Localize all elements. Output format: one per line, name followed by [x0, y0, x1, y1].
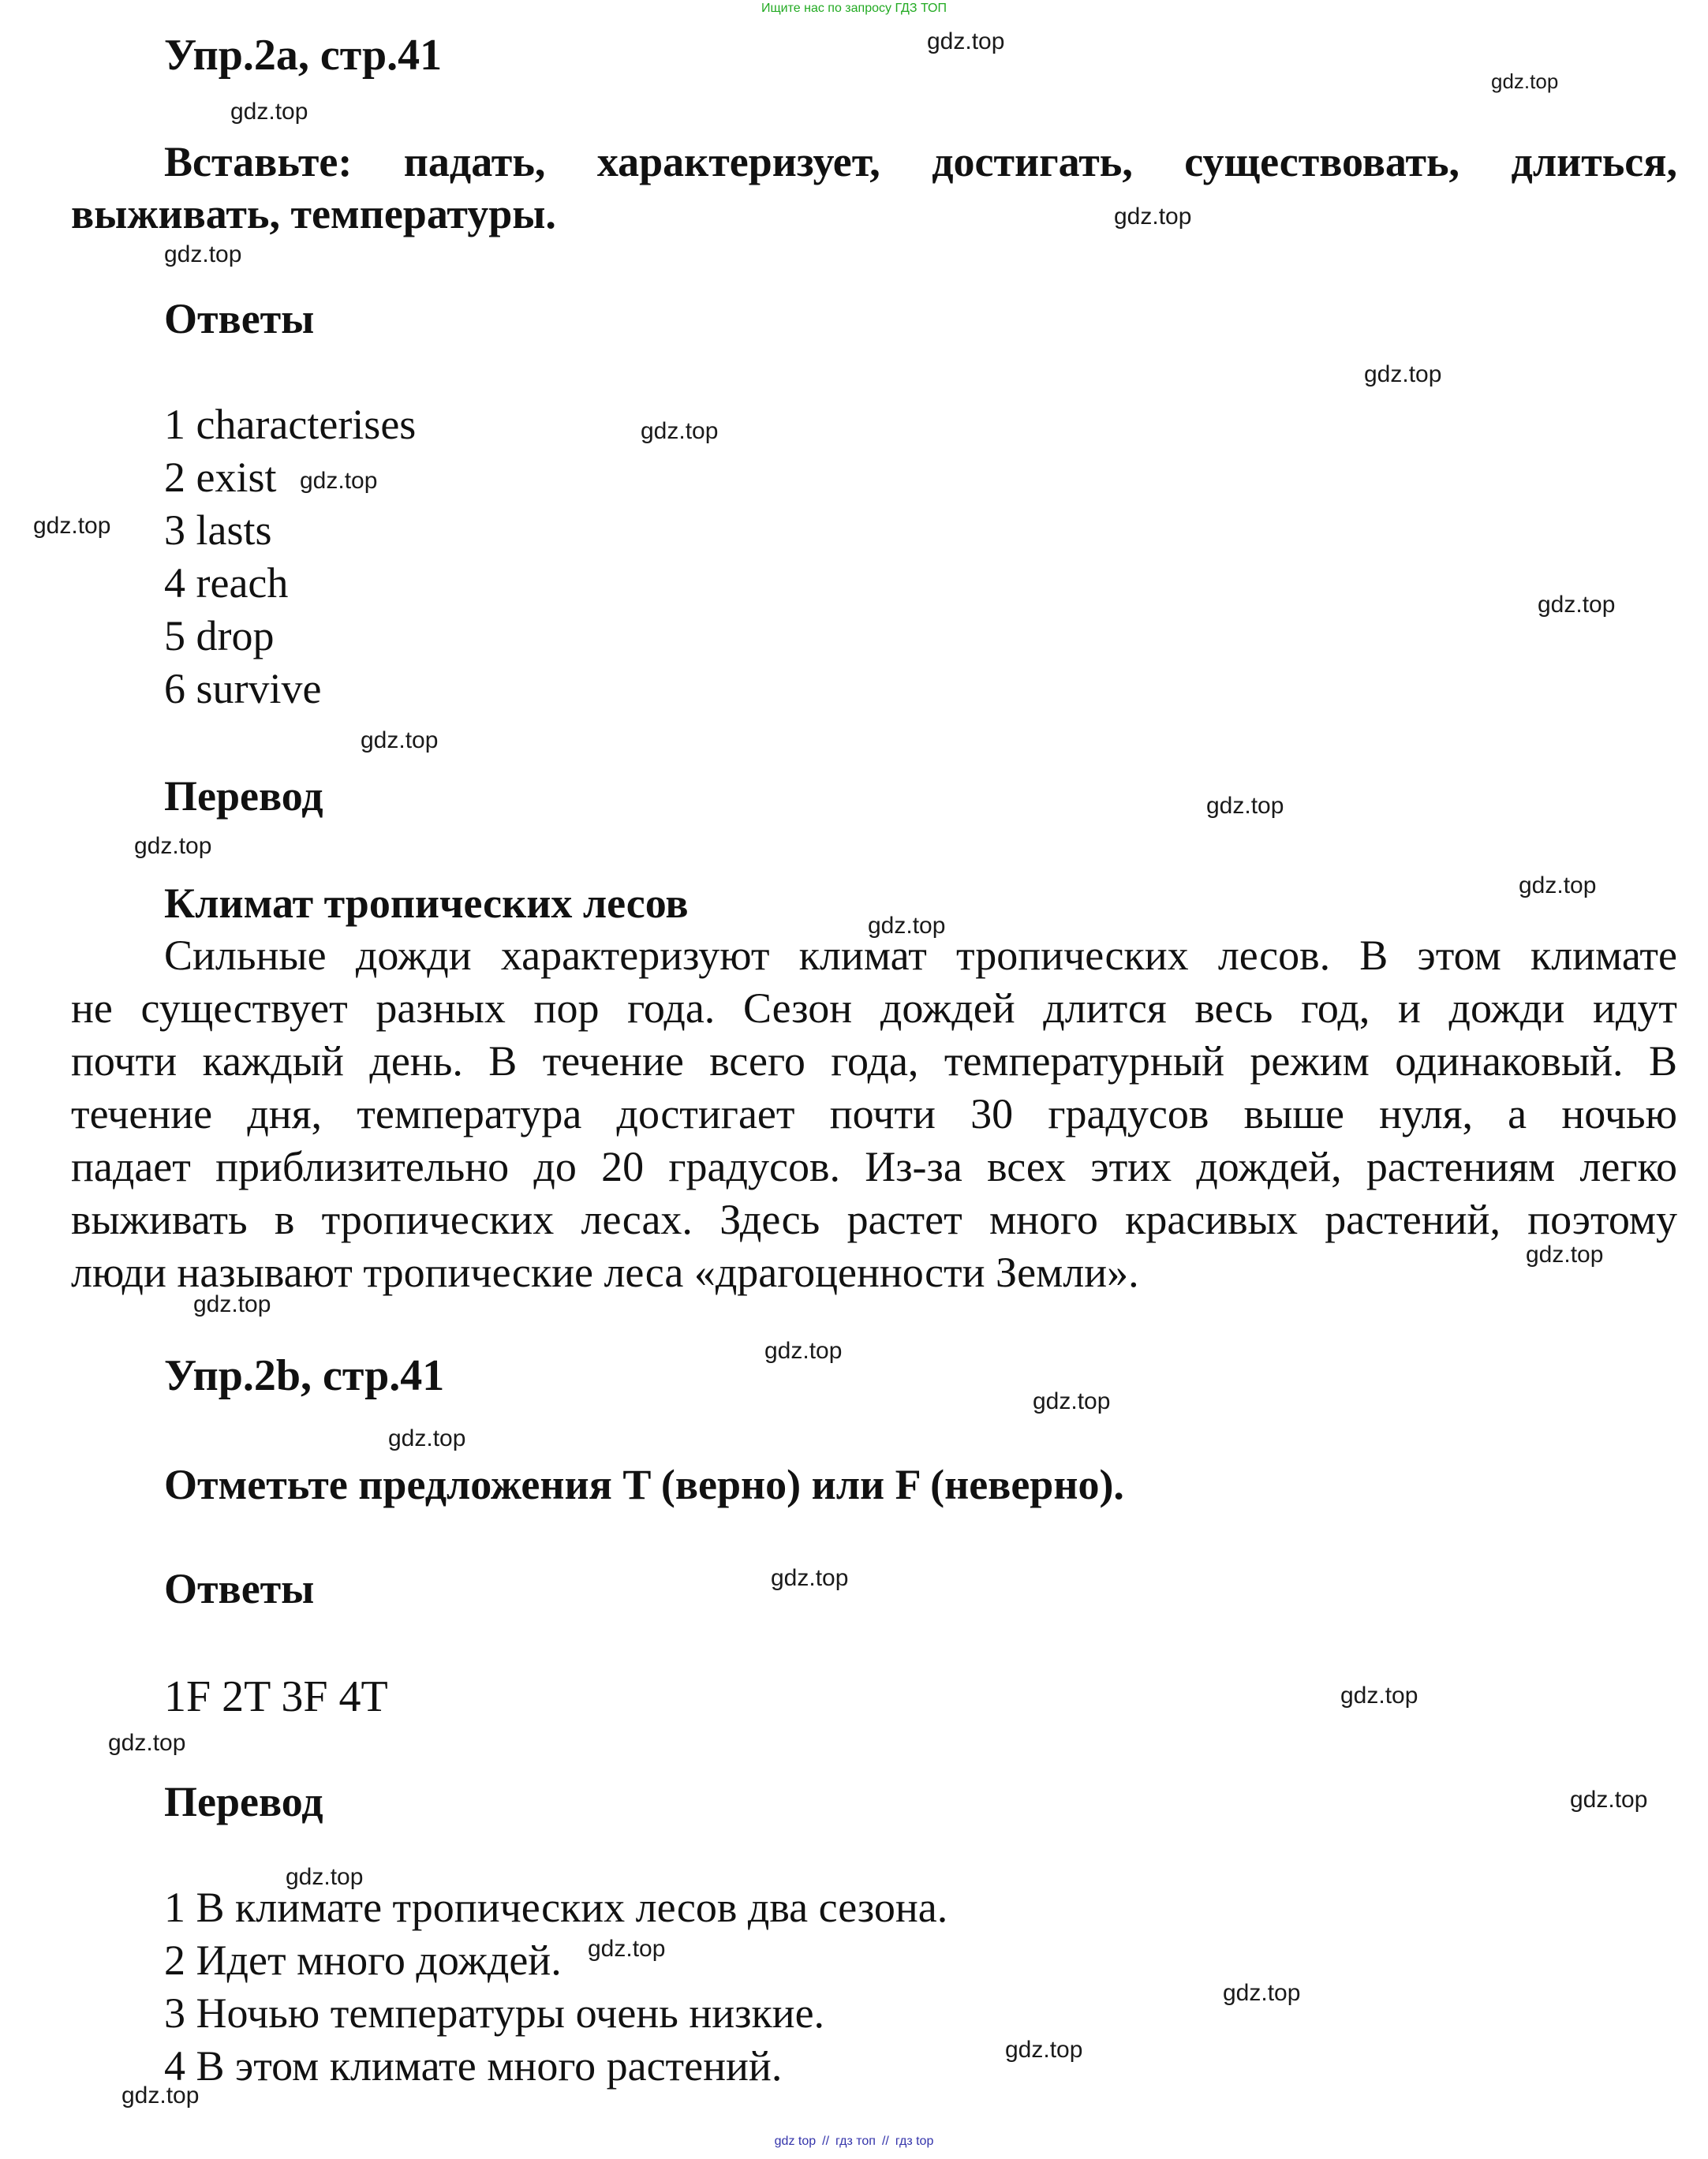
paragraph-line: течение дня, температура достигает почти 30 градусов выше нуля, а ночью — [71, 1090, 1677, 1137]
footer — [0, 2135, 1708, 2149]
watermark: gdz.top — [771, 1565, 849, 1591]
paragraph-line: не существует разных пор года. Сезон дождей длится весь год, и дожди идут — [71, 984, 1677, 1032]
watermark: gdz.top — [1206, 793, 1284, 819]
watermark: gdz.top — [764, 1338, 843, 1364]
watermark: gdz.top — [164, 241, 242, 267]
watermark: gdz.top — [1340, 1683, 1418, 1709]
answer-item: 1 characterises — [164, 401, 417, 448]
watermark: gdz.top — [134, 833, 212, 859]
watermark: gdz.top — [868, 913, 946, 939]
watermark: gdz.top — [1538, 592, 1616, 618]
watermark: gdz.top — [193, 1291, 271, 1317]
section-a-instruction-line-2: выживать, температуры. — [71, 190, 556, 237]
answer-item: 4 reach — [164, 559, 289, 607]
watermark: gdz.top — [1491, 69, 1559, 93]
text-title: Климат тропических лесов — [164, 880, 689, 927]
footer-item: // — [822, 2135, 830, 2148]
section-b-translation-heading: Перевод — [164, 1778, 323, 1825]
watermark: gdz.top — [1114, 204, 1192, 230]
footer-item: гдз топ — [835, 2135, 876, 2148]
watermark: gdz.top — [388, 1425, 466, 1451]
watermark: gdz.top — [230, 99, 308, 125]
answer-item: 3 lasts — [164, 506, 272, 554]
translation-item: 1 В климате тропических лесов два сезона. — [164, 1884, 948, 1931]
section-a-answers-list — [164, 398, 416, 715]
section-a-title: Упр.2а, стр.41 — [164, 31, 443, 80]
watermark: gdz.top — [33, 513, 111, 539]
watermark: gdz.top — [1519, 872, 1597, 898]
section-a-answers-heading: Ответы — [164, 295, 315, 342]
watermark: gdz.top — [121, 2082, 200, 2109]
paragraph-line: почти каждый день. В течение всего года, температурный режим одинаковый. В — [71, 1037, 1677, 1085]
section-b-answers: 1F 2T 3F 4T — [164, 1672, 388, 1721]
section-b-instruction: Отметьте предложения T (верно) или F (неверно). — [164, 1461, 1124, 1508]
paragraph-line: падает приблизительно до 20 градусов. Из-за всех этих дождей, растениям легко — [71, 1143, 1677, 1190]
watermark: gdz.top — [361, 727, 439, 753]
section-b-answers-heading: Ответы — [164, 1565, 315, 1612]
watermark: gdz.top — [927, 28, 1005, 54]
watermark: gdz.top — [108, 1730, 186, 1756]
footer-item: гдз top — [895, 2135, 934, 2148]
section-a-instruction — [71, 136, 1677, 240]
watermark: gdz.top — [1033, 1388, 1111, 1414]
watermark: gdz.top — [641, 418, 719, 444]
paragraph-line: люди называют тропические леса «драгоценности Земли». — [71, 1249, 1139, 1296]
translation-item: 3 Ночью температуры очень низкие. — [164, 1989, 825, 2037]
footer-item: gdz top — [774, 2135, 817, 2148]
watermark: gdz.top — [588, 1936, 666, 1962]
translation-item: 2 Идет много дождей. — [164, 1937, 562, 1984]
section-a-translation-heading: Перевод — [164, 772, 323, 820]
answer-item: 6 survive — [164, 665, 322, 712]
translation-item: 4 В этом климате много растений. — [164, 2042, 783, 2090]
watermark: gdz.top — [1223, 1980, 1301, 2006]
section-b-translation-list — [164, 1881, 947, 2093]
watermark: gdz.top — [300, 468, 378, 494]
paragraph-line: Сильные дожди характеризуют климат тропических лесов. В этом климате — [164, 932, 1677, 979]
section-a-instruction-line-1: Вставьте: падать, характеризует, достигать, существовать, длиться, — [164, 138, 1677, 185]
watermark: gdz.top — [1570, 1787, 1648, 1813]
translation-paragraph — [71, 929, 1677, 1299]
paragraph-line: выживать в тропических лесах. Здесь растет много красивых растений, поэтому — [71, 1196, 1677, 1243]
section-b-title: Упр.2b, стр.41 — [164, 1351, 445, 1400]
watermark: gdz.top — [286, 1864, 364, 1890]
watermark: gdz.top — [1005, 2037, 1083, 2063]
header-note: Ищите нас по запросу ГДЗ ТОП — [761, 2, 947, 15]
footer-item: // — [881, 2135, 889, 2148]
answer-item: 2 exist — [164, 454, 277, 501]
watermark: gdz.top — [1526, 1242, 1604, 1268]
answer-item: 5 drop — [164, 612, 275, 659]
watermark: gdz.top — [1364, 361, 1442, 387]
